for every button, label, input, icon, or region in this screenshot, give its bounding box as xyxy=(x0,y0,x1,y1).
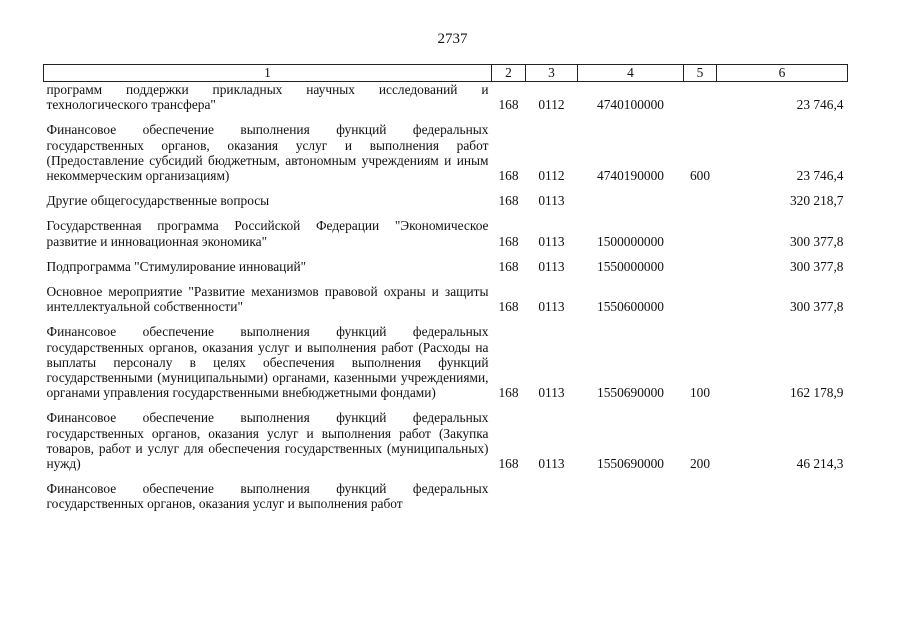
code-5: 200 xyxy=(689,456,711,472)
amount: 300 377,8 xyxy=(789,258,844,274)
code-5: 100 xyxy=(689,385,711,401)
code-4 xyxy=(578,183,684,208)
item-name: программ поддержки прикладных научных исследований и технологического трансфера" xyxy=(46,82,489,113)
code-2: 168 xyxy=(498,456,519,472)
table-header-row xyxy=(44,65,848,82)
table-row xyxy=(44,82,848,113)
budget-table xyxy=(43,64,848,512)
code-2: 168 xyxy=(498,258,519,274)
code-3: 0113 xyxy=(538,385,565,401)
code-2: 168 xyxy=(498,97,519,113)
code-3: 0113 xyxy=(538,299,565,315)
code-2: 168 xyxy=(498,385,519,401)
item-name: Другие общегосударственные вопросы xyxy=(46,193,270,209)
item-name: Подпрограмма "Стимулирование инноваций" xyxy=(46,258,307,274)
amount: 46 214,3 xyxy=(796,456,844,472)
table-row xyxy=(44,112,848,183)
table-row xyxy=(44,314,848,400)
amount: 320 218,7 xyxy=(789,193,844,209)
table-row xyxy=(44,183,848,208)
amount: 162 178,9 xyxy=(789,385,844,401)
code-5 xyxy=(684,82,717,113)
column-header: 1 xyxy=(44,65,492,82)
amount xyxy=(717,471,848,511)
code-4: 1550000000 xyxy=(597,258,664,274)
code-4: 1550600000 xyxy=(597,299,664,315)
code-3 xyxy=(526,471,578,511)
code-5 xyxy=(684,249,717,274)
item-name: Финансовое обеспечение выполнения функций федеральных государственных органов, оказания услуг и выполнения работ xyxy=(46,481,489,512)
code-4 xyxy=(578,471,684,511)
code-4: 4740190000 xyxy=(597,168,664,184)
item-name: Основное мероприятие "Развитие механизмов правовой охраны и защиты интеллектуальной собственности" xyxy=(46,284,489,315)
item-name: Финансовое обеспечение выполнения функций федеральных государственных органов, оказания услуг и выполнения работ (Предоставление субсидий бюджетным, автономным учреждениям и иным некоммерческим организациям) xyxy=(46,122,489,184)
code-2: 168 xyxy=(498,193,519,209)
code-5 xyxy=(684,208,717,248)
table-row xyxy=(44,249,848,274)
column-header: 5 xyxy=(684,65,717,82)
code-2: 168 xyxy=(498,168,519,184)
code-3: 0113 xyxy=(538,193,565,209)
code-2 xyxy=(492,471,526,511)
column-header: 4 xyxy=(578,65,684,82)
code-4: 4740100000 xyxy=(597,97,664,113)
code-3: 0113 xyxy=(538,456,565,472)
amount: 300 377,8 xyxy=(789,299,844,315)
table-row xyxy=(44,400,848,471)
table-row xyxy=(44,208,848,248)
table-row xyxy=(44,471,848,511)
column-header: 3 xyxy=(526,65,578,82)
code-5 xyxy=(684,471,717,511)
amount: 23 746,4 xyxy=(796,168,844,184)
item-name: Государственная программа Российской Федерации "Экономическое развитие и инновационная экономика" xyxy=(46,218,489,249)
item-name: Финансовое обеспечение выполнения функций федеральных государственных органов, оказания услуг и выполнения работ (Расходы на выплаты персоналу в целях обеспечения выполнения функций государственными (муниципальными) органами, казенными учреждениями, органами управления государственными внебюджетными фондами) xyxy=(46,324,489,401)
amount: 23 746,4 xyxy=(796,97,844,113)
column-header: 6 xyxy=(717,65,848,82)
code-5 xyxy=(684,274,717,314)
code-4: 1550690000 xyxy=(597,456,664,472)
table-row xyxy=(44,274,848,314)
item-name: Финансовое обеспечение выполнения функций федеральных государственных органов, оказания услуг и выполнения работ (Закупка товаров, работ и услуг для обеспечения государственных (муниципальных) нужд) xyxy=(46,410,489,472)
code-3: 0113 xyxy=(538,258,565,274)
code-2: 168 xyxy=(498,299,519,315)
code-5: 600 xyxy=(689,168,711,184)
page-number: 2737 xyxy=(437,31,468,47)
code-3: 0112 xyxy=(538,168,565,184)
code-3: 0112 xyxy=(538,97,565,113)
code-3: 0113 xyxy=(538,233,565,249)
code-4: 1500000000 xyxy=(597,233,664,249)
code-4: 1550690000 xyxy=(597,385,664,401)
code-2: 168 xyxy=(498,233,519,249)
column-header: 2 xyxy=(492,65,526,82)
code-5 xyxy=(684,183,717,208)
amount: 300 377,8 xyxy=(789,233,844,249)
